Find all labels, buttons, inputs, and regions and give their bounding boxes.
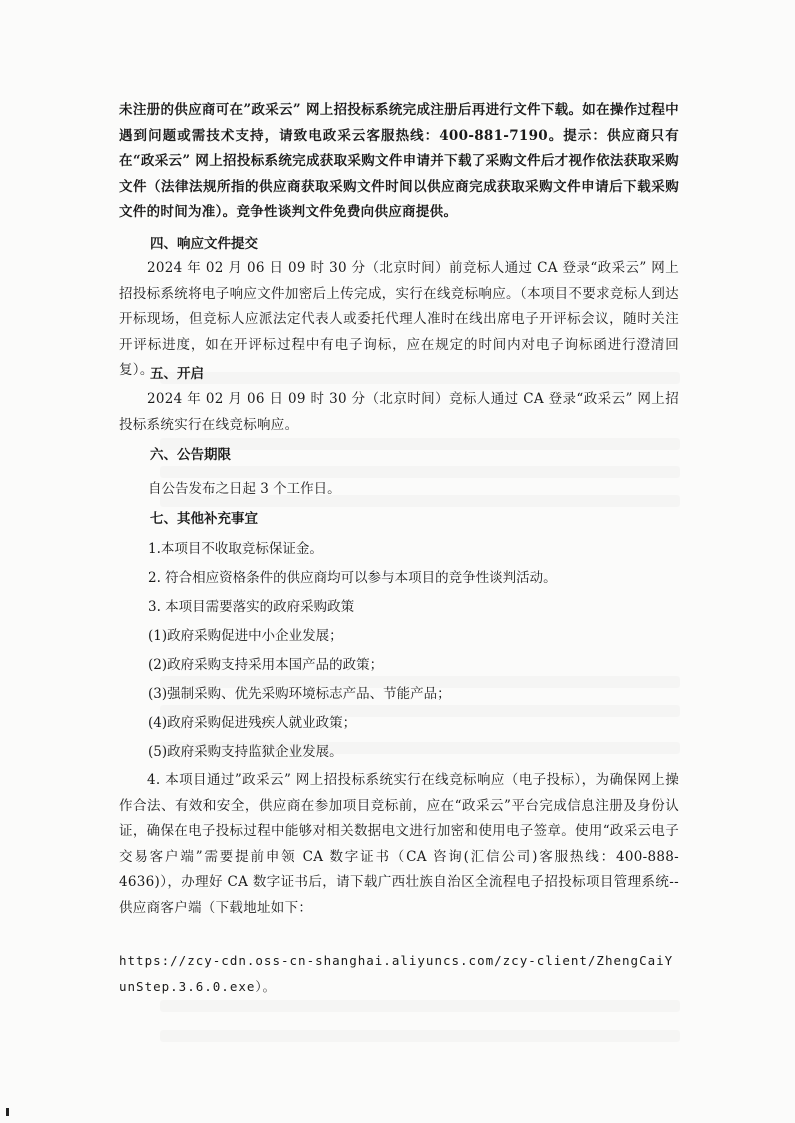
supplement-item-1: 1.本项目不收取竞标保证金。 [148,541,323,557]
bleed-through-mark [160,1030,680,1042]
bleed-through-mark [160,438,680,450]
policy-item-3: (3)强制采购、优先采购环境标志产品、节能产品； [148,686,451,702]
policy-item-2: (2)政府采购支持采用本国产品的政策； [148,657,384,673]
section-4-heading: 四、响应文件提交 [150,236,258,252]
download-url[interactable]: https://zcy-cdn.oss-cn-shanghai.aliyuncs.com/zcy-client/ZhengCaiYunStep.3.6.0.exe）。 [119,953,674,994]
supplement-item-4: 4. 本项目通过”政采云” 网上招投标系统实行在线竞标响应（电子投标），为确保网上操作合法、有效和安全，供应商在参加项目竞标前，应在“政采云”平台完成信息注册及身份认证，确保在电子投标过程中能够对相关数据电文进行加密和使用电子签章。使用“政采云电子交易客户端”需要提前申领 CA 数字证书（CA 咨询(汇信公司)客服热线：400-888-4636)），办理好 CA 数字证书后，请下载广西壮族自治区全流程电子招投标项目管理系统--供应商客户端（下载地址如下： [119,772,679,916]
section-4-body: 2024 年 02 月 06 日 09 时 30 分（北京时间）前竞标人通过 CA 登录“政采云” 网上招投标系统将电子响应文件加密后上传完成，实行在线竞标响应。（本项目不要求竞标人到达开标现场，但竞标人应派法定代表人或委托代理人准时在线出席电子开评标会议，随时关注开评标进度，如在开评标过程中有电子询标，应在规定的时间内对电子询标函进行澄清回复）。 [119,260,679,378]
bleed-through-mark [160,466,680,478]
bleed-through-mark [160,1000,680,1012]
policy-item-5: (5)政府采购支持监狱企业发展。 [148,744,343,760]
section-6-heading: 六、公告期限 [150,447,231,463]
section-5-heading: 五、开启 [150,366,204,382]
section-6-body: 自公告发布之日起 3 个工作日。 [148,481,341,497]
supplement-item-3: 3. 本项目需要落实的政府采购政策 [148,599,355,615]
policy-item-1: (1)政府采购促进中小企业发展； [148,628,343,644]
paragraph-registration-notice: 未注册的供应商可在”政采云” 网上招投标系统完成注册后再进行文件下载。如在操作过程中遇到问题或需技术支持，请致电政采云客服热线：400-881-7190。提示：供应商只有在“政采云” 网上招投标系统完成获取采购文件申请并下载了采购文件后才视作依法获取采购文件（法律法规所指的供应商获取采购文件时间以供应商完成获取采购文件申请后下载采购文件的时间为准）。竞争性谈判文件免费向供应商提供。 [119,102,679,220]
supplement-item-2: 2. 符合相应资格条件的供应商均可以参与本项目的竞争性谈判活动。 [148,570,557,586]
section-5-body: 2024 年 02 月 06 日 09 时 30 分（北京时间）竞标人通过 CA 登录“政采云” 网上招投标系统实行在线竞标响应。 [119,391,679,433]
policy-item-4: (4)政府采购促进残疾人就业政策； [148,715,357,731]
scan-mark [6,1108,9,1116]
section-7-heading: 七、其他补充事宜 [150,511,258,527]
